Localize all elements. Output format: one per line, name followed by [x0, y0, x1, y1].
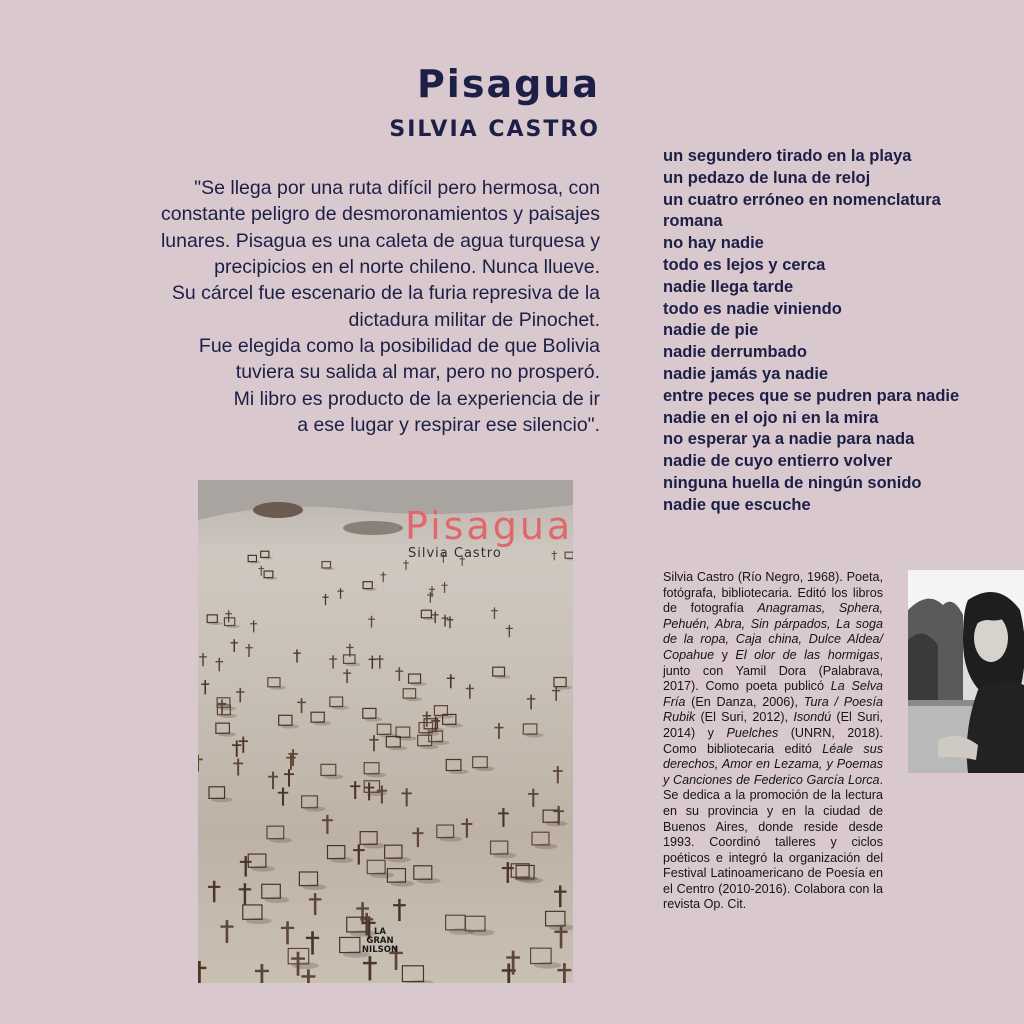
quote-line: Su cárcel fue escenario de la furia represiva de la: [171, 282, 600, 305]
poem-line: no esperar ya a nadie para nada: [663, 430, 915, 449]
quote-line: tuviera su salida al mar, pero no prosperó.: [235, 361, 600, 384]
page-title: Pisagua: [416, 62, 600, 106]
publisher-line: LA: [374, 927, 386, 937]
quote-line: lunares. Pisagua es una caleta de agua turquesa y: [160, 229, 600, 252]
poem-line: nadie llega tarde: [663, 277, 794, 296]
quote-line: "Se llega por una ruta difícil pero hermosa, con: [194, 177, 600, 199]
author-bio: [663, 570, 883, 913]
poem-line: romana: [663, 212, 723, 231]
poem-line: nadie de pie: [663, 321, 759, 340]
publisher-line: NILSON: [361, 945, 399, 955]
quote-line: a ese lugar y respirar ese silencio".: [297, 413, 600, 436]
bio-title: Puelches: [726, 725, 779, 740]
quote-line: precipicios en el norte chileno. Nunca llueve.: [214, 255, 600, 278]
poem-line: nadie de cuyo entierro volver: [663, 452, 893, 471]
poem-line: entre peces que se pudren para nadie: [663, 386, 960, 405]
bio-title: Anagramas, Sphera, Pehuén, Abra, Sin párpados, La soga de la ropa, Caja china, Dulce Aldea/ Copahue: [663, 601, 884, 662]
poem-line: nadie jamás ya nadie: [663, 364, 829, 383]
bio-title: La Selva Fría: [663, 679, 883, 709]
poem-line: nadie que escuche: [663, 495, 811, 514]
publisher-logo: [360, 928, 400, 955]
quote-line: dictadura militar de Pinochet.: [348, 308, 600, 331]
poem-excerpt: [663, 146, 1013, 517]
publisher-line: GRAN: [366, 936, 394, 946]
bio-title: Isondú: [793, 710, 832, 725]
bio-text: (El Suri, 2014) y: [663, 710, 883, 740]
poem-line: nadie derrumbado: [663, 343, 807, 362]
bio-text: Silvia Castro (Río Negro, 1968). Poeta, fotógrafa, bibliotecaria. Editó los libros de fotografía: [663, 570, 883, 616]
bio-text: . Se dedica a la promoción de la lectura en su provincia y en la ciudad de Buenos Aires, donde reside desde 1993. Coordinó talleres y ciclos poéticos e integró la organización del Festival Latinoamericano de Poesía en el Centro (2010-2016). Colabora con la revista Op. Cit.: [663, 772, 883, 912]
poem-line: un segundero tirado en la playa: [663, 147, 912, 165]
bio-title: El olor de las hormigas: [735, 647, 880, 662]
poem-line: no hay nadie: [663, 234, 764, 253]
poem-line: todo es nadie viniendo: [663, 299, 842, 318]
bio-text: (UNRN, 2018). Como bibliotecaria editó: [663, 725, 883, 756]
cemetery-photo: [198, 480, 573, 983]
quote-line: Fue elegida como la posibilidad de que Bolivia: [198, 334, 600, 357]
book-cover: [198, 480, 573, 983]
bio-text: (El Suri, 2012),: [695, 710, 794, 725]
author-quote: [70, 175, 600, 438]
bio-title: Léale sus derechos, Amor en Lezama, y Poemas y Canciones de Federico García Lorca: [663, 741, 883, 787]
bio-title: Tura / Poesía Rubik: [663, 694, 883, 725]
poem-line: un pedazo de luna de reloj: [663, 168, 871, 187]
cover-author: Silvia Castro: [408, 546, 502, 561]
poem-line: nadie en el ojo ni en la mira: [663, 408, 879, 427]
poem-line: todo es lejos y cerca: [663, 255, 826, 274]
quote-line: Mi libro es producto de la experiencia de ir: [233, 387, 600, 410]
author-name: SILVIA CASTRO: [389, 117, 600, 142]
poem-line: ninguna huella de ningún sonido: [663, 473, 922, 492]
bio-text: , junto con Yamil Dora (Palabrava, 2017). Como poeta publicó: [663, 647, 883, 694]
poem-line: un cuatro erróneo en nomenclatura: [663, 190, 941, 209]
quote-line: constante peligro de desmoronamientos y paisajes: [160, 203, 600, 226]
bio-text: (En Danza, 2006),: [685, 694, 804, 709]
author-photo: [908, 570, 1024, 773]
cover-title: Pisagua: [405, 504, 573, 548]
bio-text: y: [714, 647, 736, 662]
